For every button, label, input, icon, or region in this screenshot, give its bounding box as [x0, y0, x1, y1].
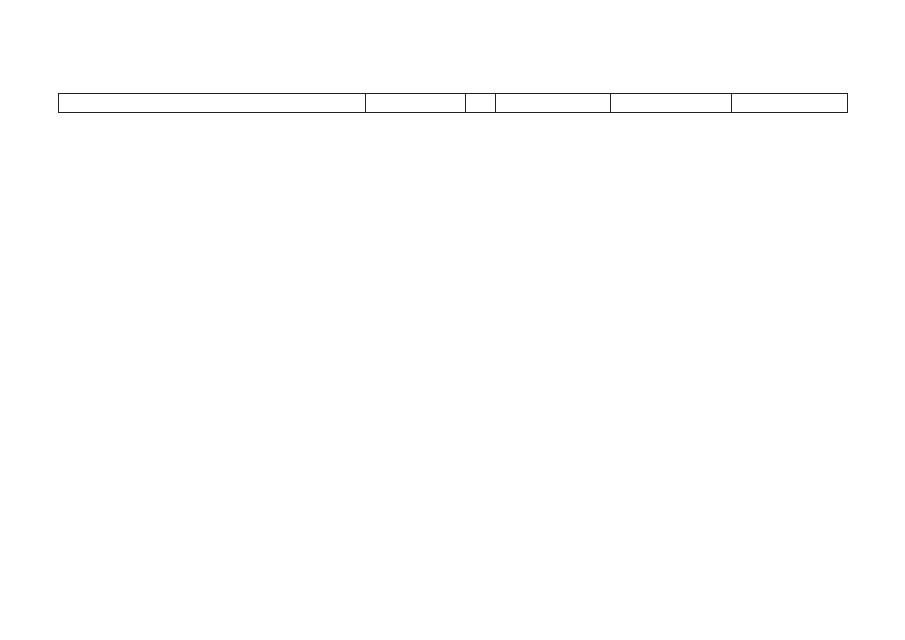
header-col-5 [611, 94, 732, 112]
header-col-6 [732, 94, 847, 112]
header-col-2 [366, 94, 466, 112]
header-col-1 [59, 94, 366, 112]
header-col-4 [496, 94, 611, 112]
table-header [58, 93, 848, 113]
header-col-3 [466, 94, 496, 112]
